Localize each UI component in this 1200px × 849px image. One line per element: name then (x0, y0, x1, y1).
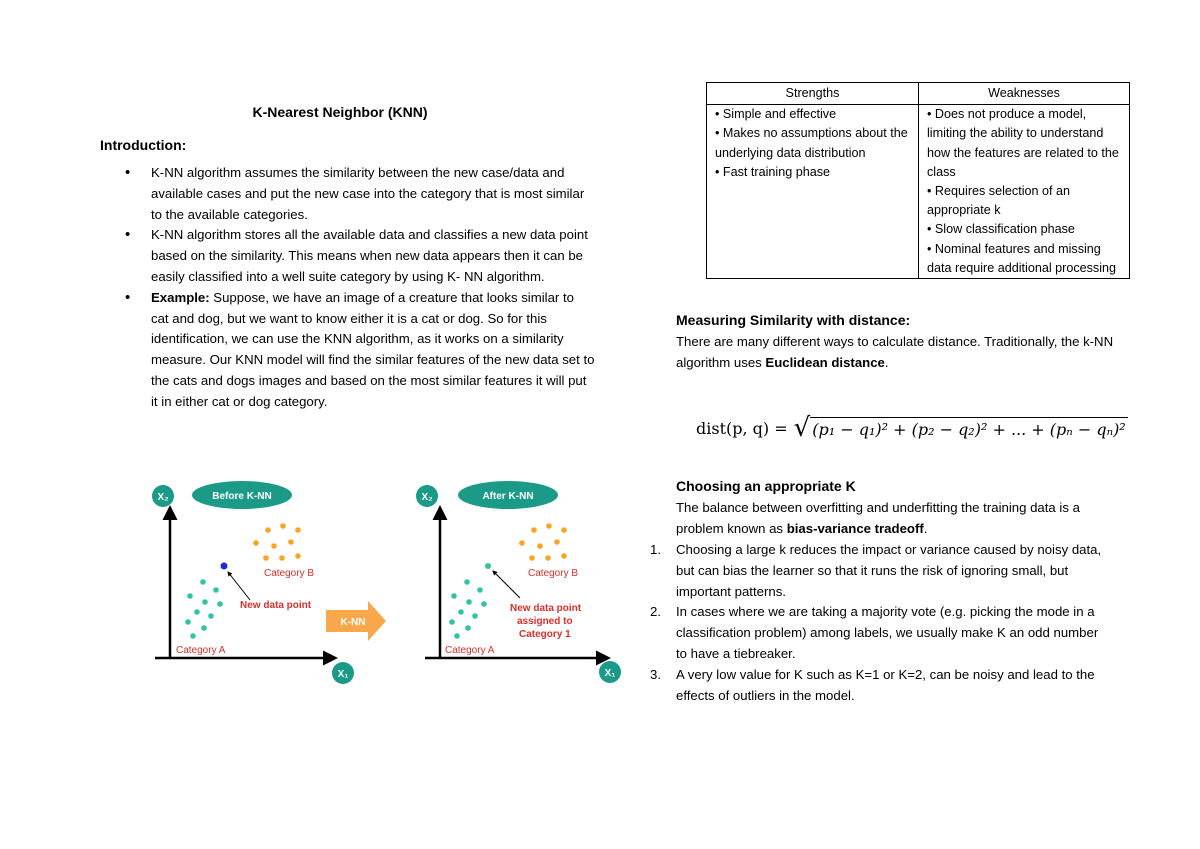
intro-bullet (125, 225, 595, 287)
point (194, 609, 200, 615)
point (253, 540, 259, 546)
point (208, 613, 214, 619)
strength-item: • Simple and effective (715, 107, 837, 122)
point (529, 555, 535, 561)
weakness-item: • Requires selection of an appropriate k (927, 184, 1071, 218)
list-item (650, 602, 1110, 664)
after-category-a-label: Category A (445, 645, 495, 656)
point (561, 553, 567, 559)
intro-bullet-list (125, 163, 595, 413)
point (519, 540, 525, 546)
point (271, 543, 277, 549)
point (200, 579, 206, 585)
bullet-text: K-NN algorithm assumes the similarity between the new case/data and available cases and put the new case into the category that is most similar to the available categories. (151, 165, 585, 222)
before-category-a-points (185, 579, 223, 639)
point (477, 587, 483, 593)
list-item (650, 665, 1110, 707)
before-category-b-points (253, 523, 301, 561)
strength-item: • Fast training phase (715, 164, 831, 179)
point (554, 539, 560, 545)
after-panel (416, 481, 621, 683)
point (213, 587, 219, 593)
list-item (650, 540, 1110, 602)
point (454, 633, 460, 639)
list-number: 2. (650, 604, 661, 620)
intro-heading: Introduction: (100, 137, 187, 153)
point (531, 527, 537, 533)
point (295, 527, 301, 533)
choosing-k-paragraph (676, 498, 1110, 540)
choosing-k-heading: Choosing an appropriate K (676, 478, 856, 494)
point (451, 593, 457, 599)
after-x2-label: X₂ (421, 492, 433, 503)
bullet-label: Example: (151, 289, 210, 305)
point (185, 619, 191, 625)
knn-arrow (326, 601, 386, 641)
after-badge-label: After K-NN (482, 491, 534, 502)
after-new-point-label-1: New data point (510, 603, 582, 614)
before-x2-label: X₂ (157, 492, 169, 503)
strengths-weaknesses-table (706, 82, 1130, 279)
similarity-text-end: . (884, 354, 889, 370)
point (187, 593, 193, 599)
point (202, 599, 208, 605)
point (449, 619, 455, 625)
point (545, 555, 551, 561)
bullet-text: K-NN algorithm stores all the available data and classifies a new data point based on the similarity. This means when new data appears then it can be easily classified into a well suite category by using K- NN algorithm. (151, 227, 588, 284)
point (263, 555, 269, 561)
after-category-b-label: Category B (528, 568, 579, 579)
knn-diagram (150, 480, 630, 690)
after-new-point-label-2: assigned to (517, 616, 573, 627)
similarity-bold: Euclidean distance (765, 354, 885, 370)
point (481, 601, 487, 607)
point (295, 553, 301, 559)
formula-lhs: dist(p, q) = (696, 418, 788, 438)
point (265, 527, 271, 533)
weakness-item: • Slow classification phase (927, 222, 1075, 237)
after-new-point-label-3: Category 1 (519, 629, 571, 640)
similarity-heading: Measuring Similarity with distance: (676, 312, 911, 328)
weakness-item: • Nominal features and missing data require additional processing (927, 241, 1117, 275)
list-number: 1. (650, 542, 661, 557)
table-header-strengths: Strengths (707, 83, 919, 105)
weaknesses-cell (919, 105, 1130, 279)
before-new-point (221, 563, 228, 570)
before-category-b-label: Category B (264, 568, 315, 579)
choosing-bold: bias-variance tradeoff (786, 520, 924, 536)
formula-rhs: (p₁ − q₁)² + (p₂ − q₂)² + ... + (pₙ − qₙ)² (810, 417, 1128, 439)
point (472, 613, 478, 619)
point (458, 609, 464, 615)
choosing-text: The balance between overfitting and underfitting the training data is a problem known as (676, 500, 1080, 536)
weakness-item: • Does not produce a model, limiting the ability to understand how the features are related to the class (927, 107, 1119, 179)
choosing-text-end: . (923, 520, 928, 536)
after-pointer-line (493, 571, 520, 598)
point (465, 625, 471, 631)
intro-bullet (125, 163, 595, 225)
after-category-a-points (449, 579, 487, 639)
before-pointer-line (228, 572, 250, 600)
point (190, 633, 196, 639)
list-text: A very low value for K such as K=1 or K=2, can be noisy and lead to the effects of outliers in the model. (676, 666, 1095, 703)
list-text: In cases where we are taking a majority vote (e.g. picking the mode in a classification problem) among labels, we usually make K an odd number to have a tiebreaker. (676, 604, 1099, 661)
after-new-point (485, 563, 491, 569)
before-x1-label: X₁ (337, 669, 349, 680)
similarity-text: There are many different ways to calculate distance. Traditionally, the k-NN algorithm uses (676, 334, 1114, 370)
page-title: K-Nearest Neighbor (KNN) (252, 104, 428, 120)
before-new-point-label: New data point (240, 600, 312, 611)
point (537, 543, 543, 549)
distance-formula (696, 410, 1128, 446)
table-header-row (707, 83, 1130, 105)
point (288, 539, 294, 545)
before-badge-label: Before K-NN (212, 491, 272, 502)
point (280, 523, 286, 529)
point (279, 555, 285, 561)
similarity-paragraph (676, 332, 1116, 374)
table-row (707, 105, 1130, 279)
point (217, 601, 223, 607)
point (201, 625, 207, 631)
bullet-text: Suppose, we have an image of a creature that looks similar to cat and dog, but we want to know either it is a cat or dog. So for this identification, we can use the KNN algorithm, as it works on a similarity measure. Our KNN model will find the similar features of the new data set to the cats and dogs images and based on the most similar features it will put it in either cat or dog category. (151, 289, 595, 409)
after-x1-label: X₁ (604, 668, 616, 679)
sqrt-icon: √ (793, 413, 811, 443)
strengths-cell (707, 105, 919, 279)
before-category-a-label: Category A (176, 645, 226, 656)
point (546, 523, 552, 529)
list-text: Choosing a large k reduces the impact or variance caused by noisy data, but can bias the learner so that it runs the risk of ignoring small, but important patterns. (676, 542, 1102, 599)
strength-item: • Makes no assumptions about the underlying data distribution (715, 126, 908, 160)
intro-bullet (125, 288, 595, 413)
point (466, 599, 472, 605)
after-category-b-points (519, 523, 567, 561)
list-number: 3. (650, 666, 661, 682)
choosing-k-list (650, 540, 1110, 706)
before-panel (152, 481, 354, 684)
table-header-weaknesses: Weaknesses (919, 83, 1130, 105)
point (464, 579, 470, 585)
knn-arrow-label: K-NN (340, 617, 366, 628)
point (561, 527, 567, 533)
